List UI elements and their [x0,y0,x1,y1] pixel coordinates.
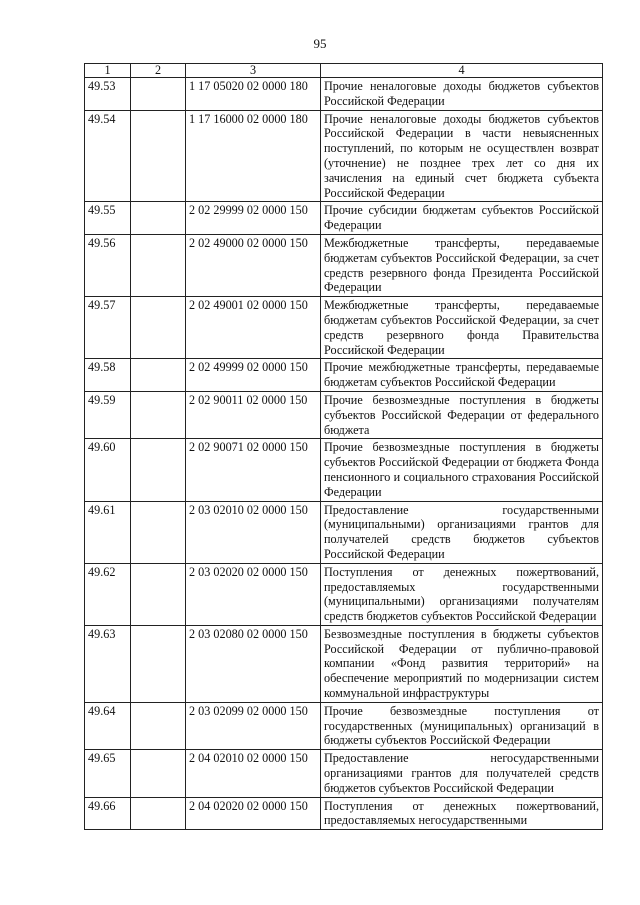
table-row [85,391,603,438]
row-number-cell: 49.58 [85,359,131,392]
description-cell: Прочие неналоговые доходы бюджетов субъектов Российской Федерации [321,78,603,111]
empty-cell [131,439,186,501]
code-cell: 2 03 02020 02 0000 150 [186,563,321,625]
row-number-cell: 49.63 [85,625,131,702]
description-cell: Прочие безвозмездные поступления от государственных (муниципальных) организаций в бюджеты субъектов Российской Федерации [321,702,603,749]
row-number-cell: 49.64 [85,702,131,749]
table-row [85,625,603,702]
table-row [85,78,603,111]
empty-cell [131,797,186,830]
table-row [85,750,603,797]
description-cell: Прочие безвозмездные поступления в бюджеты субъектов Российской Федерации от бюджета Фонда пенсионного и социального страхования Российской Федерации [321,439,603,501]
code-cell: 2 04 02020 02 0000 150 [186,797,321,830]
empty-cell [131,391,186,438]
empty-cell [131,702,186,749]
column-header: 4 [321,64,603,78]
table-row [85,439,603,501]
row-number-cell: 49.66 [85,797,131,830]
table-row [85,797,603,830]
code-cell: 1 17 16000 02 0000 180 [186,110,321,202]
row-number-cell: 49.60 [85,439,131,501]
column-header: 1 [85,64,131,78]
code-cell: 2 03 02080 02 0000 150 [186,625,321,702]
empty-cell [131,297,186,359]
row-number-cell: 49.59 [85,391,131,438]
description-cell: Прочие субсидии бюджетам субъектов Российской Федерации [321,202,603,235]
empty-cell [131,78,186,111]
table-row [85,297,603,359]
row-number-cell: 49.62 [85,563,131,625]
revenue-codes-table [84,63,603,830]
code-cell: 2 04 02010 02 0000 150 [186,750,321,797]
code-cell: 2 03 02010 02 0000 150 [186,501,321,563]
empty-cell [131,625,186,702]
empty-cell [131,750,186,797]
empty-cell [131,359,186,392]
row-number-cell: 49.57 [85,297,131,359]
table-row [85,702,603,749]
page-number: 95 [313,36,327,51]
description-cell: Межбюджетные трансферты, передаваемые бюджетам субъектов Российской Федерации, за счет средств резервного фонда Президента Российской Федерации [321,234,603,296]
code-cell: 2 02 90011 02 0000 150 [186,391,321,438]
code-cell: 2 02 49000 02 0000 150 [186,234,321,296]
description-cell: Прочие межбюджетные трансферты, передаваемые бюджетам субъектов Российской Федерации [321,359,603,392]
row-number-cell: 49.56 [85,234,131,296]
description-cell: Прочие безвозмездные поступления в бюджеты субъектов Российской Федерации от федерального бюджета [321,391,603,438]
table-row [85,234,603,296]
description-cell: Межбюджетные трансферты, передаваемые бюджетам субъектов Российской Федерации, за счет средств резервного фонда Правительства Российской Федерации [321,297,603,359]
empty-cell [131,563,186,625]
description-cell: Безвозмездные поступления в бюджеты субъектов Российской Федерации от публично-правовой компании «Фонд развития территорий» на обеспечение мероприятий по модернизации систем коммунальной инфраструктуры [321,625,603,702]
row-number-cell: 49.61 [85,501,131,563]
description-cell: Предоставление государственными (муниципальными) организациями грантов для получателей средств бюджетов субъектов Российской Федерации [321,501,603,563]
description-cell: Поступления от денежных пожертвований, предоставляемых государственными (муниципальными) организациями получателям средств бюджетов субъектов Российской Федерации [321,563,603,625]
table-row [85,563,603,625]
empty-cell [131,234,186,296]
code-cell: 2 02 49001 02 0000 150 [186,297,321,359]
description-cell: Предоставление негосударственными организациями грантов для получателей средств бюджетов субъектов Российской Федерации [321,750,603,797]
empty-cell [131,202,186,235]
table-row [85,110,603,202]
empty-cell [131,501,186,563]
table-row [85,202,603,235]
empty-cell [131,110,186,202]
code-cell: 1 17 05020 02 0000 180 [186,78,321,111]
code-cell: 2 02 29999 02 0000 150 [186,202,321,235]
column-header: 2 [131,64,186,78]
code-cell: 2 02 90071 02 0000 150 [186,439,321,501]
description-cell: Поступления от денежных пожертвований, предоставляемых негосударственными [321,797,603,830]
row-number-cell: 49.54 [85,110,131,202]
row-number-cell: 49.53 [85,78,131,111]
description-cell: Прочие неналоговые доходы бюджетов субъектов Российской Федерации в части невыясненных поступлений, по которым не осуществлен возврат (уточнение) не позднее трех лет со дня их зачисления на единый счет бюджета субъекта Российской Федерации [321,110,603,202]
table-row [85,501,603,563]
code-cell: 2 03 02099 02 0000 150 [186,702,321,749]
table-header-row [85,64,603,78]
row-number-cell: 49.65 [85,750,131,797]
table-row [85,359,603,392]
column-header: 3 [186,64,321,78]
row-number-cell: 49.55 [85,202,131,235]
code-cell: 2 02 49999 02 0000 150 [186,359,321,392]
